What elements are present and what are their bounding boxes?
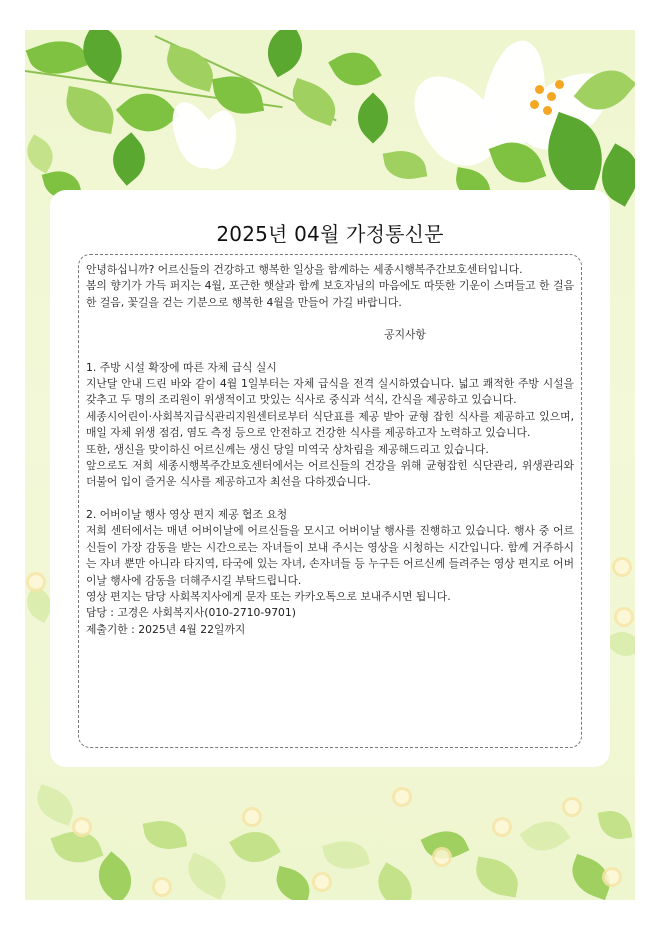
section2-paragraph: 저희 센터에서는 매년 어버이날에 어르신들을 모시고 어버이날 행사를 진행하고 있습니다. 행사 중 어르신들이 가장 감동을 받는 시간으로는 자녀들이 보내 주시는 영상을 시청하는 시간입니다. 함께 거주하시는 자녀 뿐만 아니라 타지역, 타국에 있는 자녀, 손자녀들 등 누구든 어르신께 들려주는 영상 편지로 어버이날 행사에 감동을 더해주시길 부탁드립니다.	[86, 524, 574, 587]
section1-paragraph: 또한, 생신을 맞이하신 어르신께는 생신 당일 미역국 상차림을 제공해드리고 있습니다.	[86, 442, 489, 456]
section1-paragraph: 앞으로도 저희 세종시행복주간보호센터에서는 어르신들의 건강을 위해 균형잡힌 식단관리, 위생관리와 더불어 입이 즐거운 식사를 제공하고자 최선을 다하겠습니다.	[86, 459, 574, 489]
section1-paragraph: 지난달 안내 드린 바와 같이 4월 1일부터는 자체 급식을 전격 실시하였습니다. 넓고 쾌적한 주방 시설을 갖추고 두 명의 조리원이 위생적이고 맛있는 식사로 중식과 석식, 간식을 제공하고 있습니다.	[86, 377, 574, 407]
section1-paragraph: 세종시어린이·사회복지급식관리지원센터로부터 식단표를 제공 받아 균형 잡힌 식사를 제공하고 있으며, 매일 자체 위생 점검, 염도 측정 등으로 안전하고 건강한 식사를 제공하고자 노력하고 있습니다.	[86, 409, 574, 440]
deadline-line: 제출기한 : 2025년 4월 22일까지	[86, 622, 246, 636]
notice-heading: 공지사항	[384, 328, 426, 342]
greeting-line-2: 봄의 향기가 가득 퍼지는 4월, 포근한 햇살과 함께 보호자님의 마음에도 따뜻한 기운이 스며들고 한 걸음 한 걸음, 꽃길을 걷는 기분으로 행복한 4월을 만들어 가길 바랍니다.	[86, 279, 574, 309]
section2-paragraph: 영상 편지는 담당 사회복지사에게 문자 또는 카카오톡으로 보내주시면 됩니다.	[86, 589, 451, 603]
section1-heading: 1. 주방 시설 확장에 따른 자체 급식 실시	[86, 360, 277, 374]
letter-body	[86, 262, 574, 638]
greeting-line-1: 안녕하십니까? 어르신들의 건강하고 행복한 일상을 함께하는 세종시행복주간보호센터입니다.	[86, 263, 523, 276]
section2-heading: 2. 어버이날 행사 영상 편지 제공 협조 요청	[86, 507, 288, 521]
page-title: 2025년 04월 가정통신문	[216, 222, 444, 246]
contact-line: 담당 : 고경은 사회복지사(010-2710-9701)	[86, 606, 297, 620]
